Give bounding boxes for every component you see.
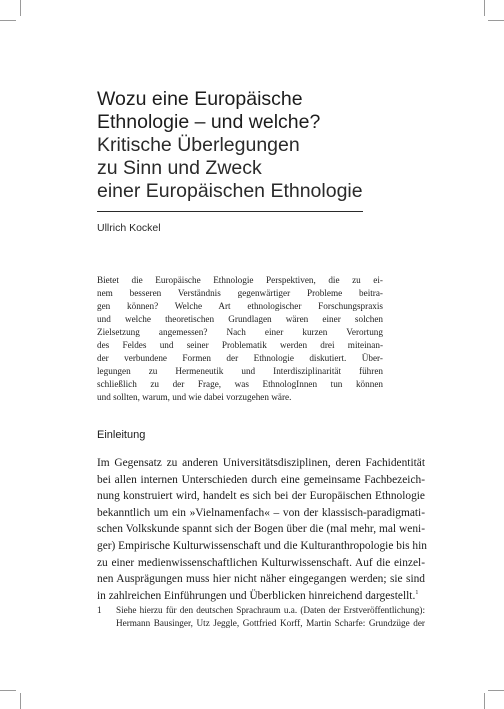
crop-mark-right-top xyxy=(488,20,504,21)
subtitle-line-1: Kritische Überlegungen xyxy=(97,134,300,156)
crop-mark-top-right xyxy=(484,0,485,16)
abstract-line: gen können? Welche Art ethnologischer Forschungspraxis xyxy=(97,301,383,311)
footnote-line: Hermann Bausinger, Utz Jeggle, Gottfried Korff, Martin Scharfe: Grundzüge der xyxy=(116,618,425,628)
body-line: ger) Empirische Kulturwissenschaft und die Kulturanthropologie bis hin xyxy=(97,539,427,552)
crop-mark-right-bottom xyxy=(488,690,504,691)
footnote-line: Siehe hierzu für den deutschen Sprachraum u.a. (Daten der Erstveröffentlichung): xyxy=(116,605,425,615)
title-line-1: Wozu eine Europäische xyxy=(97,88,303,110)
body-line: zu einer medienwissenschaftlichen Kulturwissenschaft. Auf die einzel- xyxy=(97,556,425,569)
crop-mark-bottom-right xyxy=(484,693,485,709)
abstract-line: und sollten, warum, und wie dabei vorzugehen wäre. xyxy=(97,392,292,402)
abstract-line: schließlich zu der Frage, was EthnologInnen tun können xyxy=(97,379,383,389)
subtitle-line-2: zu Sinn und Zweck xyxy=(97,157,262,179)
body-line: nung konstruiert wird, handelt es sich bei der Europäischen Ethnologie xyxy=(97,490,425,503)
abstract-line: der verbundene Formen der Ethnologie diskutiert. Über- xyxy=(97,353,383,363)
abstract-line: des Feldes und seiner Problematik werden drei miteinan- xyxy=(97,340,383,350)
title-line-2: Ethnologie – und welche? xyxy=(97,111,321,133)
body-line: schen Volkskunde spannt sich der Bogen über die (mal mehr, mal weni- xyxy=(97,523,425,536)
title-divider xyxy=(97,211,363,212)
abstract-line: nem besseren Verständnis gegenwärtiger Probleme beitra- xyxy=(97,288,383,298)
abstract-line: Bietet die Europäische Ethnologie Perspektiven, die zu ei- xyxy=(97,275,383,285)
body-line: nen Ausprägungen muss hier nicht näher eingegangen werden; sie sind xyxy=(97,573,425,586)
abstract-line: legungen zu Hermeneutik und Interdisziplinarität führen xyxy=(97,366,383,376)
body-paragraph xyxy=(97,455,425,604)
crop-mark-bottom-left xyxy=(20,693,21,709)
abstract xyxy=(97,274,383,404)
crop-mark-left-top xyxy=(0,20,16,21)
body-line: Im Gegensatz zu anderen Universitätsdisziplinen, deren Fachidentität xyxy=(97,457,425,469)
subtitle-line-3: einer Europäischen Ethnologie xyxy=(97,180,363,202)
abstract-line: Zielsetzung angemessen? Nach einer kurzen Verortung xyxy=(97,327,383,337)
footnote-number: 1 xyxy=(97,605,102,615)
body-line: bekanntlich um ein »Vielnamenfach« – von der klassisch-paradigmati- xyxy=(97,506,425,519)
body-line-last xyxy=(97,588,425,605)
abstract-line: und welche theoretischen Grundlagen wären einer solchen xyxy=(97,314,383,324)
body-line-text: in zahlreichen Einführungen und Überblicken hinreichend dargestellt. xyxy=(97,589,416,602)
crop-mark-top-left xyxy=(20,0,21,16)
article-title xyxy=(97,88,427,203)
body-line: bei allen internen Unterschieden durch eine gemeinsame Fachbezeich- xyxy=(97,473,425,486)
footnote-text xyxy=(116,604,425,630)
footnote-reference[interactable]: 1 xyxy=(415,589,419,596)
author-name: Ullrich Kockel xyxy=(97,222,161,234)
section-heading: Einleitung xyxy=(97,429,146,441)
crop-mark-left-bottom xyxy=(0,690,16,691)
